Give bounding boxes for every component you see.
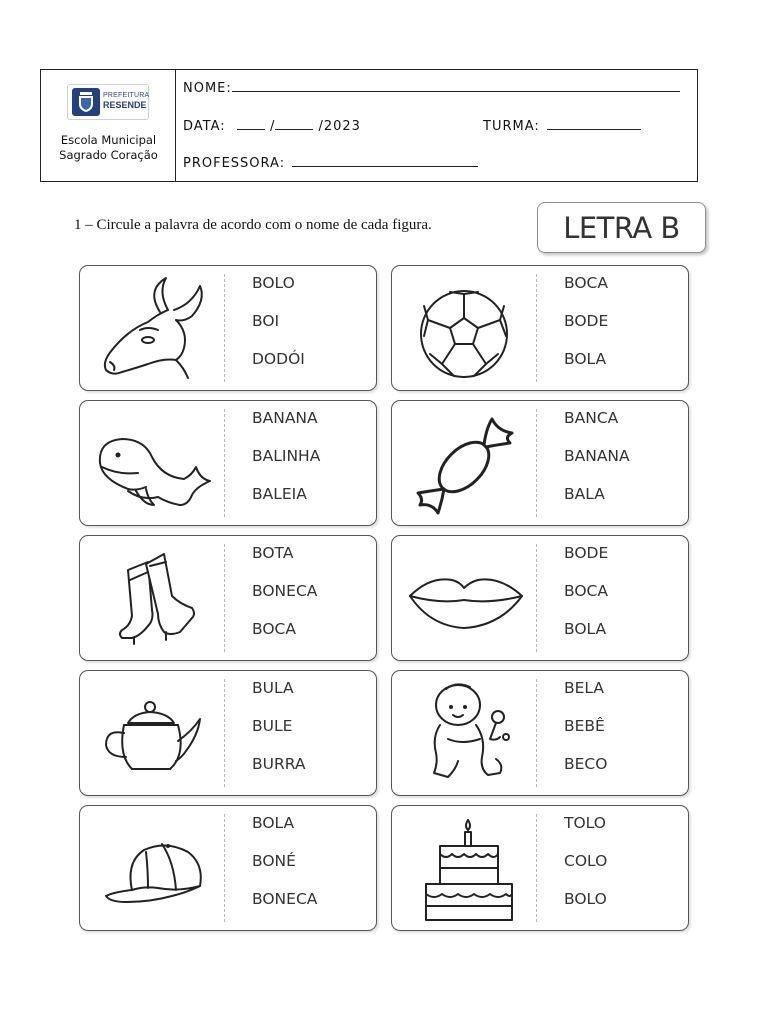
turma-row (483, 116, 641, 134)
date-month-field[interactable] (275, 116, 313, 130)
professora-field[interactable] (292, 153, 478, 167)
word-card (391, 805, 689, 931)
word-card (79, 670, 377, 796)
lips-icon (400, 540, 530, 656)
word-option[interactable]: BALEIA (252, 485, 307, 503)
prefeitura-logo (67, 84, 149, 120)
word-option[interactable]: BONECA (252, 582, 318, 600)
word-option[interactable]: BOCA (564, 582, 608, 600)
professora-label: PROFESSORA: (183, 156, 286, 171)
word-option[interactable]: TOLO (564, 814, 606, 832)
word-card (391, 400, 689, 526)
word-option[interactable]: BANANA (252, 409, 318, 427)
word-option[interactable]: BOI (252, 312, 280, 330)
card-divider (224, 544, 225, 652)
turma-label: TURMA: (483, 119, 540, 134)
candy-icon (400, 405, 530, 521)
teapot-icon (88, 675, 218, 791)
word-option[interactable]: BALA (564, 485, 605, 503)
card-divider (536, 274, 537, 382)
city-crest-icon (71, 87, 101, 117)
word-card (79, 265, 377, 391)
bull-head-icon (88, 270, 218, 386)
card-divider (224, 679, 225, 787)
card-divider (224, 814, 225, 922)
data-label: DATA: (183, 119, 226, 134)
word-option[interactable]: BULE (252, 717, 293, 735)
date-year: /2023 (318, 119, 361, 134)
word-option[interactable]: BOLA (564, 350, 607, 368)
word-card (79, 535, 377, 661)
card-divider (536, 409, 537, 517)
word-option[interactable]: BANCA (564, 409, 619, 427)
instruction-text: 1 – Circule a palavra de acordo com o nome de cada figura. (74, 217, 432, 233)
data-row (183, 116, 361, 134)
logo-text-resende: RESENDE (103, 100, 147, 110)
word-card (79, 400, 377, 526)
school-name (41, 133, 176, 163)
word-option[interactable]: BONÉ (252, 852, 296, 870)
word-option[interactable]: BOLA (564, 620, 607, 638)
cake-icon (400, 810, 530, 926)
word-option[interactable]: BURRA (252, 755, 306, 773)
nome-label: NOME: (183, 81, 232, 96)
cap-icon (88, 810, 218, 926)
word-option[interactable]: COLO (564, 852, 608, 870)
word-option[interactable]: BOCA (252, 620, 296, 638)
word-option[interactable]: BOCA (564, 274, 608, 292)
word-option[interactable]: BECO (564, 755, 608, 773)
card-divider (224, 274, 225, 382)
logo-text-prefeitura: PREFEITURA (103, 92, 150, 99)
word-card (79, 805, 377, 931)
date-separator: / (269, 119, 276, 134)
word-card (391, 265, 689, 391)
card-divider (536, 544, 537, 652)
word-card (391, 670, 689, 796)
word-option[interactable]: BANANA (564, 447, 630, 465)
professora-row (183, 153, 478, 171)
nome-row (183, 78, 680, 96)
baby-icon (400, 675, 530, 791)
word-option[interactable]: BELA (564, 679, 605, 697)
whale-icon (88, 405, 218, 521)
word-option[interactable]: BALINHA (252, 447, 321, 465)
date-day-field[interactable] (237, 116, 265, 130)
school-logo-cell (41, 70, 176, 181)
word-option[interactable]: BOLO (252, 274, 295, 292)
word-option[interactable]: BEBÊ (564, 717, 605, 735)
card-divider (224, 409, 225, 517)
school-name-line1: Escola Municipal (60, 133, 157, 147)
word-option[interactable]: BOTA (252, 544, 294, 562)
school-name-line2: Sagrado Coração (59, 148, 158, 162)
word-option[interactable]: DODÓI (252, 350, 305, 368)
word-option[interactable]: BULA (252, 679, 294, 697)
boots-icon (88, 540, 218, 656)
word-option[interactable]: BOLO (564, 890, 607, 908)
turma-field[interactable] (547, 116, 641, 130)
soccer-ball-icon (400, 270, 530, 386)
word-option[interactable]: BODE (564, 312, 609, 330)
word-option[interactable]: BOLA (252, 814, 295, 832)
card-divider (536, 814, 537, 922)
word-option[interactable]: BODE (564, 544, 609, 562)
word-option[interactable]: BONECA (252, 890, 318, 908)
letter-title-badge: LETRA B (537, 202, 706, 253)
student-info-header (40, 69, 698, 182)
word-card (391, 535, 689, 661)
nome-field[interactable] (232, 78, 680, 92)
card-divider (536, 679, 537, 787)
